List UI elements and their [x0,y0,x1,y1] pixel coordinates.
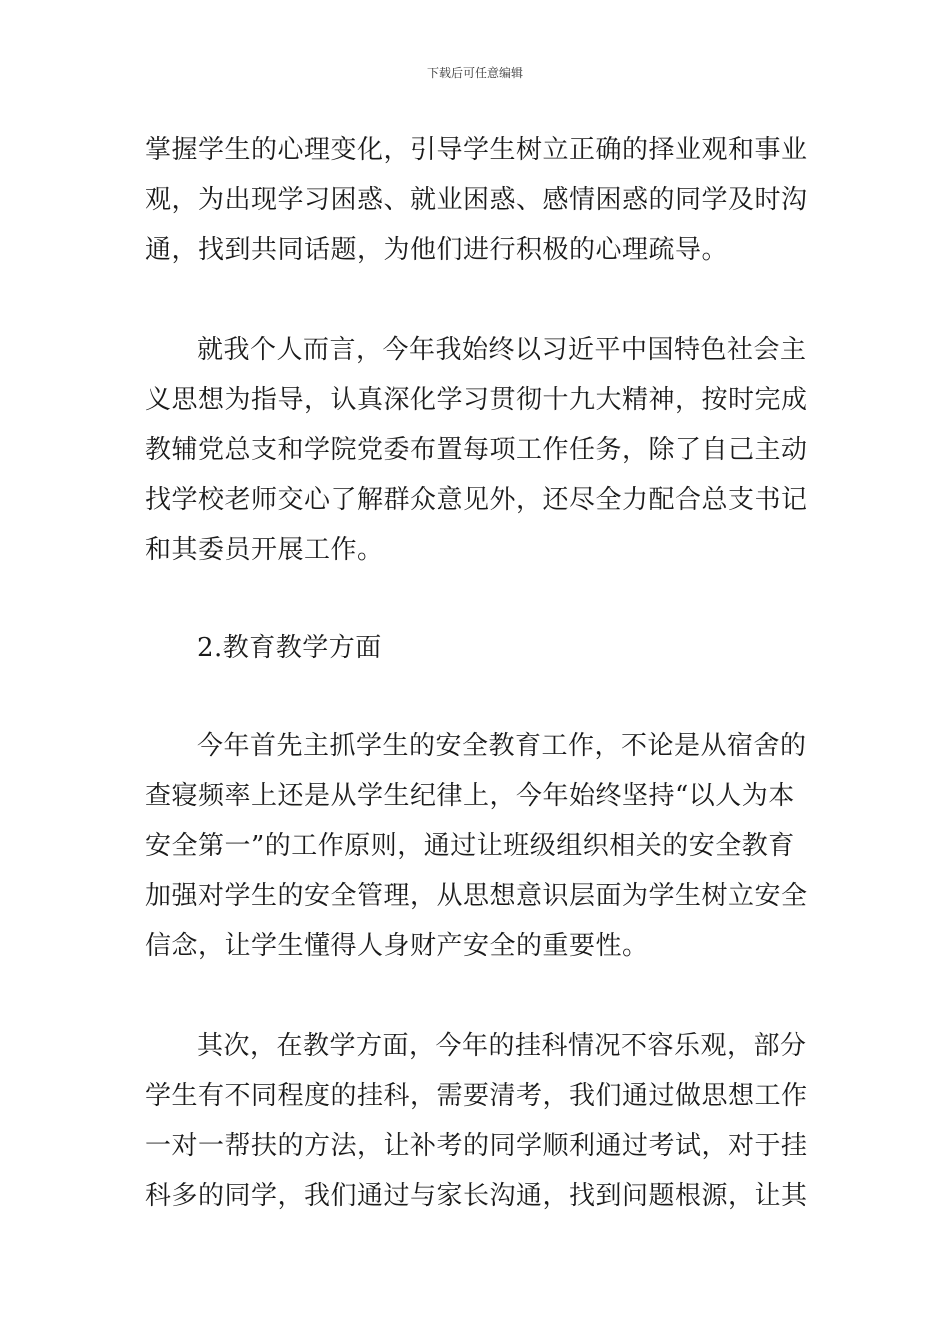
paragraph-line: 通，找到共同话题，为他们进行积极的心理疏导。 [145,235,729,265]
paragraph-line: 观，为出现学习困惑、就业困惑、感情困惑的同学及时沟 [145,185,808,215]
paragraph-line: 教辅党总支和学院党委布置每项工作任务，除了自己主动 [145,435,808,465]
page-header: 下载后可任意编辑 [426,66,523,80]
paragraph-line: 信念，让学生懂得人身财产安全的重要性。 [145,931,649,961]
paragraph-line: 就我个人而言，今年我始终以习近平中国特色社会主 [197,335,807,365]
paragraph-line: 查寝频率上还是从学生纪律上，今年始终坚持“以人为本 [145,781,795,811]
paragraph-line: 找学校老师交心了解群众意见外，还尽全力配合总支书记 [145,485,808,515]
section-heading: 2.教育教学方面 [197,633,382,663]
paragraph-line: 一对一帮扶的方法，让补考的同学顺利通过考试，对于挂 [145,1131,808,1161]
paragraph-line: 加强对学生的安全管理，从思想意识层面为学生树立安全 [145,881,808,911]
paragraph-line: 科多的同学，我们通过与家长沟通，找到问题根源，让其 [145,1181,808,1211]
paragraph-line: 义思想为指导，认真深化学习贯彻十九大精神，按时完成 [145,385,808,415]
paragraph-line: 其次，在教学方面，今年的挂科情况不容乐观，部分 [197,1031,807,1061]
paragraph-line: 和其委员开展工作。 [145,535,384,565]
paragraph-line: 今年首先主抓学生的安全教育工作，不论是从宿舍的 [197,731,807,761]
paragraph-line: 安全第一”的工作原则，通过让班级组织相关的安全教育 [145,831,795,861]
paragraph-line: 学生有不同程度的挂科，需要清考，我们通过做思想工作 [145,1081,808,1111]
paragraph-line: 掌握学生的心理变化，引导学生树立正确的择业观和事业 [145,135,808,165]
